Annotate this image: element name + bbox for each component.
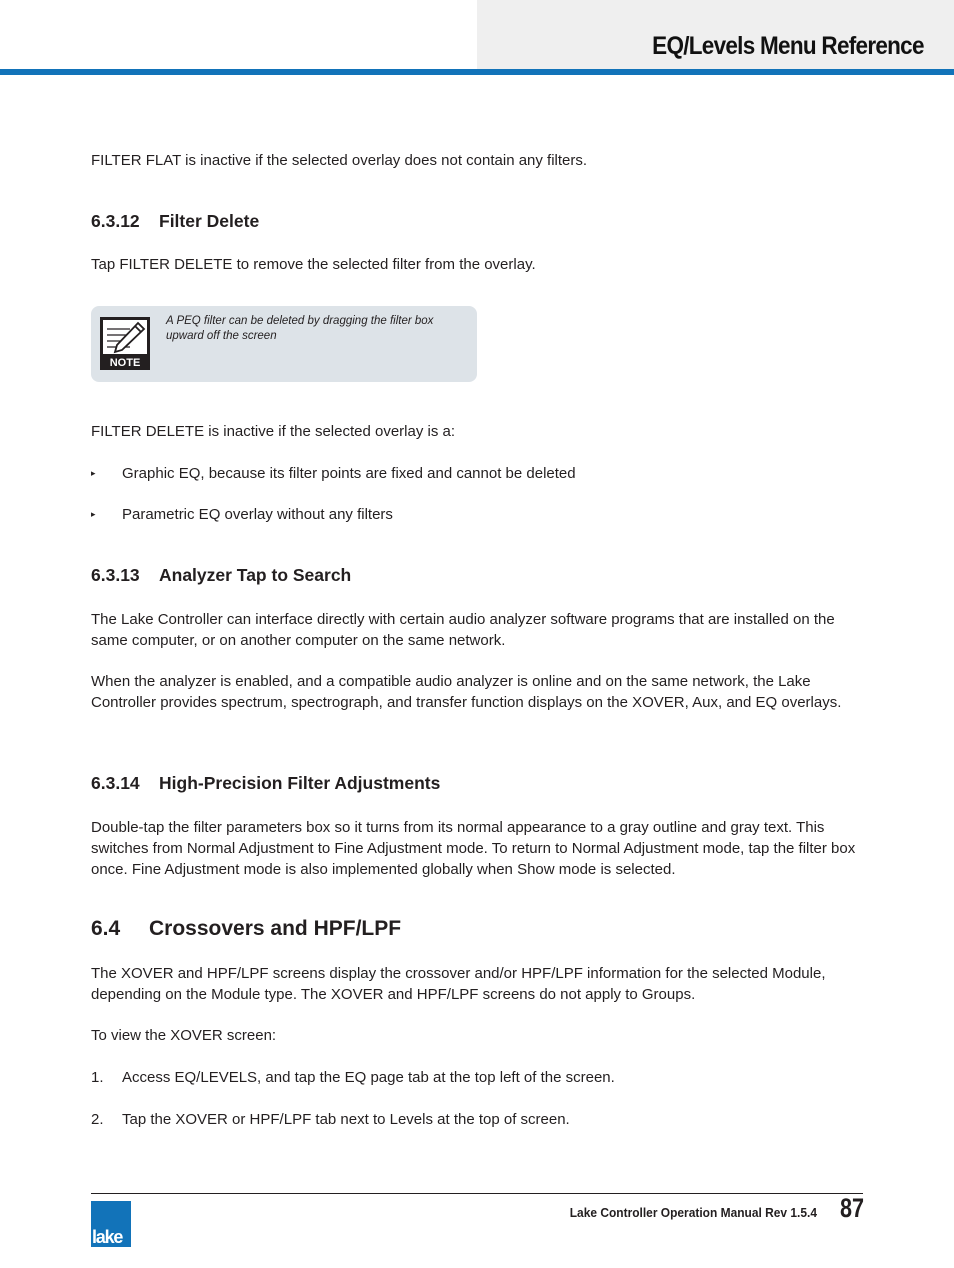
paragraph-xover-screens: The XOVER and HPF/LPF screens display the crossover and/or HPF/LPF information for the selected Module, depending on the Module type. The XOVER and HPF/LPF screens do not apply to Groups. xyxy=(91,965,826,1003)
paragraph-view-xover: To view the XOVER screen: xyxy=(91,1027,277,1044)
section-title: Filter Delete xyxy=(159,211,260,231)
section-number: 6.3.14 xyxy=(91,773,140,793)
bullet-arrow-icon: ▸ xyxy=(91,468,96,478)
section-title: High-Precision Filter Adjustments xyxy=(159,773,441,793)
paragraph-filter-delete-inactive: FILTER DELETE is inactive if the selected overlay is a: xyxy=(91,423,456,440)
paragraph-analyzer-enabled: When the analyzer is enabled, and a compatible audio analyzer is online and on the same network, the Lake Controller provides spectrum, spectrograph, and transfer function displays on the XOVER, Aux, and EQ overlays. xyxy=(91,673,842,711)
note-pencil-icon xyxy=(100,317,150,370)
footer-rule xyxy=(91,1193,863,1194)
note-text: A PEQ filter can be deleted by dragging the filter box upward off the screen xyxy=(166,315,434,342)
heading-6-3-12 xyxy=(91,211,259,232)
bullet-text: Graphic EQ, because its filter points are fixed and cannot be deleted xyxy=(122,465,576,482)
section-title: Analyzer Tap to Search xyxy=(159,565,352,585)
step-text: Access EQ/LEVELS, and tap the EQ page tab at the top left of the screen. xyxy=(122,1069,615,1086)
heading-6-3-13 xyxy=(91,565,351,586)
header-rule xyxy=(0,69,954,75)
heading-6-3-14 xyxy=(91,773,440,794)
logo-wordmark: lake xyxy=(92,1227,123,1247)
step-number: 2. xyxy=(91,1111,104,1128)
note-callout xyxy=(91,306,477,382)
paragraph-filter-flat: FILTER FLAT is inactive if the selected overlay does not contain any filters. xyxy=(91,152,588,169)
page-number: 87 xyxy=(839,1193,864,1223)
step-text: Tap the XOVER or HPF/LPF tab next to Levels at the top of screen. xyxy=(122,1111,570,1128)
section-title: Crossovers and HPF/LPF xyxy=(149,917,402,940)
page-header-title: EQ/Levels Menu Reference xyxy=(652,32,924,60)
step-number: 1. xyxy=(91,1069,104,1086)
section-number: 6.4 xyxy=(91,917,121,940)
paragraph-filter-delete: Tap FILTER DELETE to remove the selected filter from the overlay. xyxy=(91,256,536,273)
section-number: 6.3.12 xyxy=(91,211,140,231)
section-number: 6.3.13 xyxy=(91,565,140,585)
paragraph-high-precision: Double-tap the filter parameters box so it turns from its normal appearance to a gray outline and gray text. This switches from Normal Adjustment to Fine Adjustment mode. To return to Normal Adjustment mode, tap the filter box once. Fine Adjustment mode is also implemented globally when Show mode is selected. xyxy=(91,819,856,878)
paragraph-analyzer-interface: The Lake Controller can interface directly with certain audio analyzer software programs that are installed on the same computer, or on another computer on the same network. xyxy=(91,611,835,649)
heading-6-4 xyxy=(91,917,401,941)
note-icon-label: NOTE xyxy=(109,357,141,369)
footer-manual-title: Lake Controller Operation Manual Rev 1.5.4 xyxy=(569,1205,817,1220)
lake-logo xyxy=(91,1201,131,1247)
bullet-text: Parametric EQ overlay without any filters xyxy=(122,506,393,523)
bullet-arrow-icon: ▸ xyxy=(91,509,96,519)
